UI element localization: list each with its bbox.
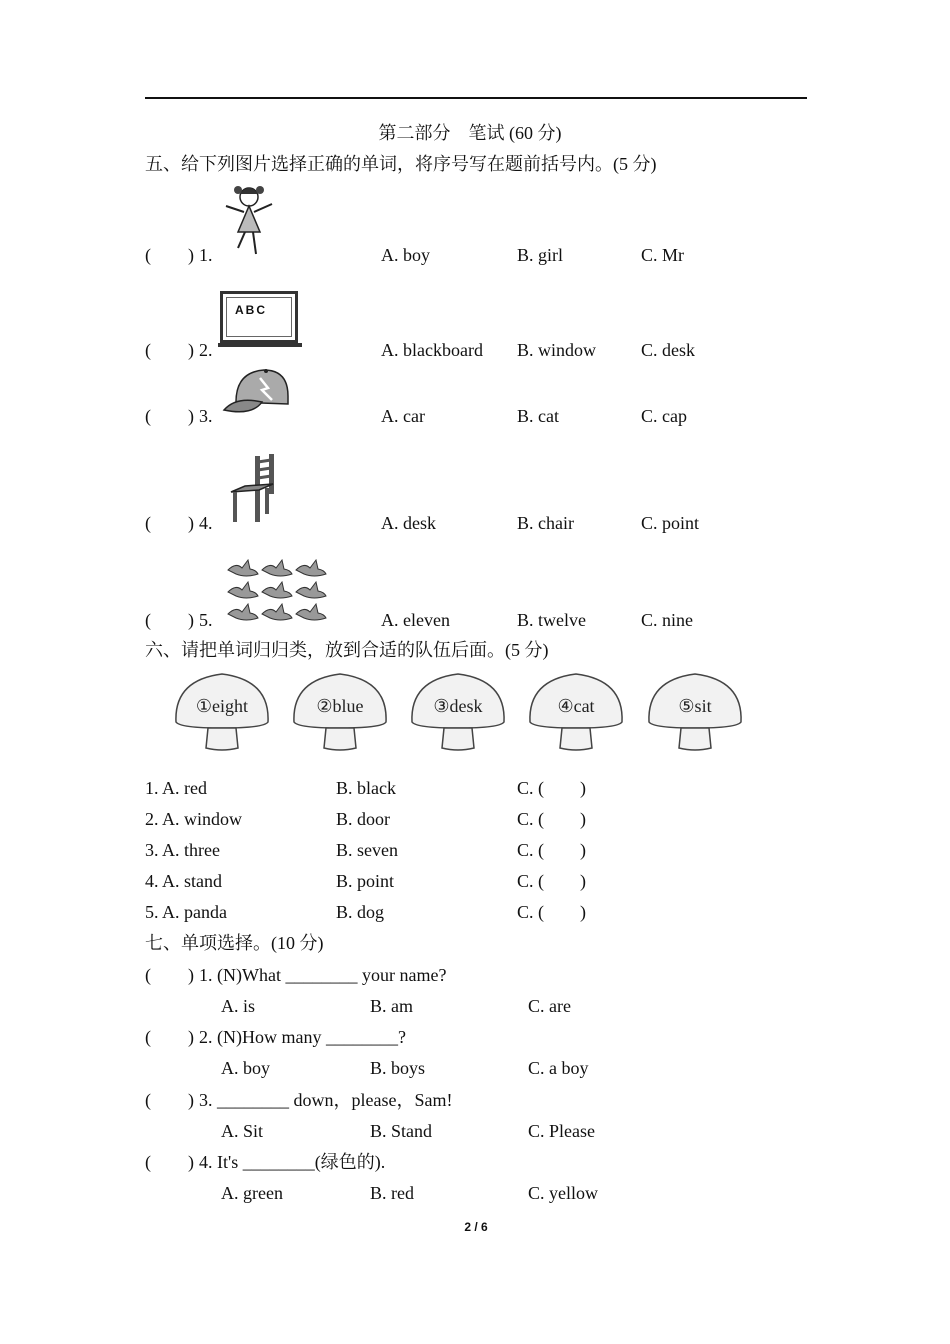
option-a: A. is [221, 996, 256, 1016]
option-a: A. boy [381, 245, 430, 265]
header-rule [145, 97, 807, 99]
row-option-a: 2. A. window [145, 809, 243, 829]
answer-paren-open: ( [145, 406, 151, 426]
row-option-a: 1. A. red [145, 778, 207, 798]
answer-paren-open: ( [145, 513, 151, 533]
row-option-c: C. ( ) [517, 840, 586, 860]
answer-paren-close: ) [188, 406, 194, 426]
mushroom-label: ③desk [433, 696, 483, 716]
option-c: C. a boy [528, 1058, 589, 1078]
page-number: 2 / 6 [464, 1220, 488, 1234]
mushroom-label: ②blue [316, 696, 364, 716]
option-a: A. desk [381, 513, 436, 533]
question-number: 1. [199, 245, 213, 265]
section7-title: 七、单项选择。(10 分) [145, 933, 324, 953]
mushroom-4 [526, 670, 626, 754]
answer-paren-close: ) [188, 513, 194, 533]
mushroom-label: ⑤sit [678, 696, 712, 716]
option-b: B. red [370, 1183, 414, 1203]
birds-icon [226, 558, 330, 624]
answer-paren-open: ( [145, 1090, 151, 1110]
answer-paren-close: ) [188, 1090, 194, 1110]
row-option-b: B. seven [336, 840, 398, 860]
option-a: A. boy [221, 1058, 270, 1078]
row-option-b: B. door [336, 809, 390, 829]
answer-paren-close: ) [188, 340, 194, 360]
answer-paren-open: ( [145, 1152, 151, 1172]
row-option-b: B. dog [336, 902, 385, 922]
row-option-a: 4. A. stand [145, 871, 223, 891]
question-number: 4. [199, 513, 213, 533]
option-b: B. chair [517, 513, 574, 533]
option-c: C. yellow [528, 1183, 598, 1203]
question-number: 2. [199, 340, 213, 360]
option-b: B. boys [370, 1058, 426, 1078]
answer-paren-open: ( [145, 610, 151, 630]
row-option-b: B. point [336, 871, 395, 891]
blackboard-text: ABC [235, 303, 267, 317]
answer-paren-close: ) [188, 610, 194, 630]
answer-paren-open: ( [145, 965, 151, 985]
mushroom-label: ①eight [195, 696, 249, 716]
part-title: 第二部分 笔试 (60 分) [378, 123, 562, 143]
option-b: B. cat [517, 406, 559, 426]
option-c: C. desk [641, 340, 695, 360]
row-option-a: 3. A. three [145, 840, 220, 860]
row-option-c: C. ( ) [517, 902, 586, 922]
blackboard-icon [220, 291, 298, 343]
question-number: 5. [199, 610, 213, 630]
section5-title: 五、给下列图片选择正确的单词，将序号写在题前括号内。(5 分) [145, 154, 657, 174]
mushroom-5 [645, 670, 745, 754]
answer-paren-close: ) [188, 965, 194, 985]
option-a: A. blackboard [381, 340, 483, 360]
option-b: B. am [370, 996, 413, 1016]
option-c: C. are [528, 996, 571, 1016]
answer-paren-close: ) [188, 245, 194, 265]
option-c: C. cap [641, 406, 687, 426]
question-number: 3. [199, 406, 213, 426]
answer-paren-open: ( [145, 340, 151, 360]
question-stem: 4. It's ________(绿色的). [199, 1152, 386, 1172]
section6-title: 六、请把单词归归类，放到合适的队伍后面。(5 分) [145, 640, 549, 660]
question-stem: 1. (N)What ________ your name? [199, 965, 447, 985]
answer-paren-open: ( [145, 1027, 151, 1047]
row-option-c: C. ( ) [517, 871, 586, 891]
row-option-b: B. black [336, 778, 396, 798]
answer-paren-close: ) [188, 1152, 194, 1172]
mushroom-3 [408, 670, 508, 754]
option-b: B. twelve [517, 610, 586, 630]
option-c: C. Mr [641, 245, 685, 265]
question-stem: 2. (N)How many ________? [199, 1027, 406, 1047]
girl-icon [222, 182, 276, 258]
option-a: A. eleven [381, 610, 450, 630]
option-c: C. point [641, 513, 700, 533]
option-b: B. girl [517, 245, 564, 265]
row-option-c: C. ( ) [517, 809, 586, 829]
mushroom-2 [290, 670, 390, 754]
answer-paren-close: ) [188, 1027, 194, 1047]
option-a: A. green [221, 1183, 283, 1203]
row-option-a: 5. A. panda [145, 902, 227, 922]
chair-icon [225, 452, 277, 526]
option-a: A. car [381, 406, 425, 426]
option-a: A. Sit [221, 1121, 264, 1141]
blackboard-ledge [218, 343, 302, 347]
mushroom-1 [172, 670, 272, 754]
option-b: B. window [517, 340, 597, 360]
cap-icon [222, 366, 290, 420]
question-stem: 3. ________ down，please，Sam! [199, 1090, 453, 1110]
option-c: C. Please [528, 1121, 595, 1141]
mushroom-label: ④cat [557, 696, 595, 716]
row-option-c: C. ( ) [517, 778, 586, 798]
option-c: C. nine [641, 610, 693, 630]
answer-paren-open: ( [145, 245, 151, 265]
option-b: B. Stand [370, 1121, 433, 1141]
